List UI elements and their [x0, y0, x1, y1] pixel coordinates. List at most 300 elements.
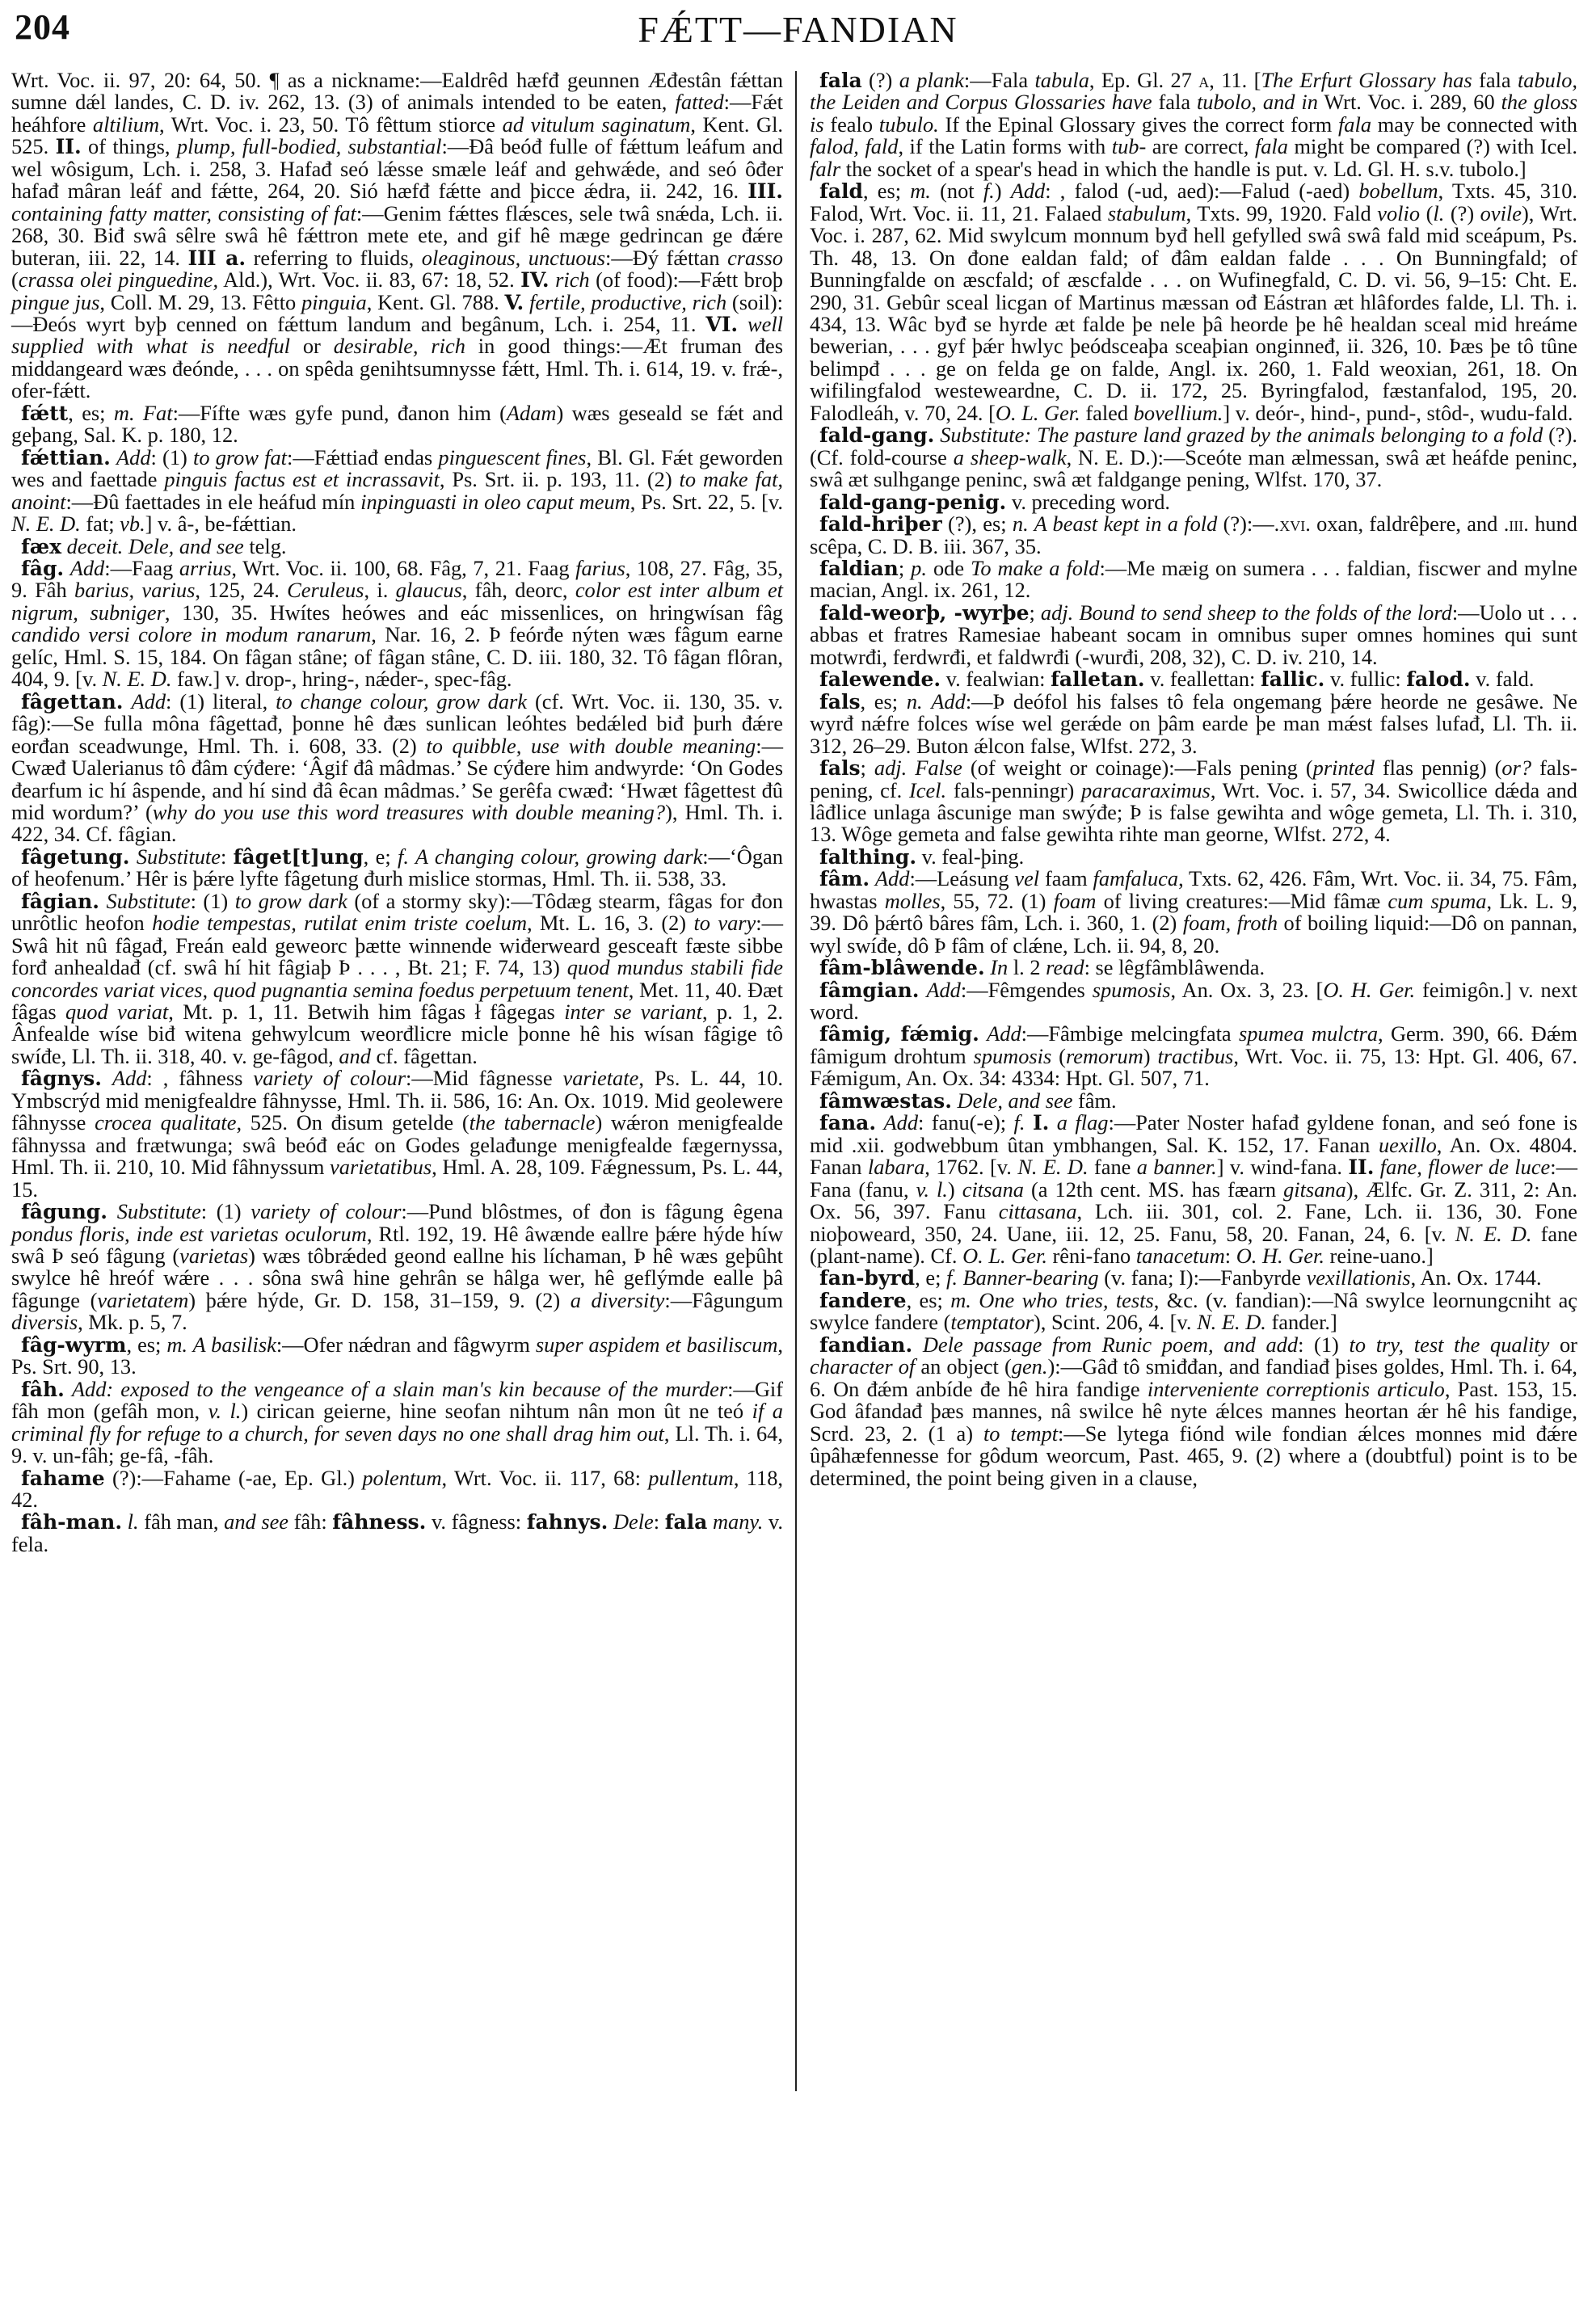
italic-text: Substitute — [136, 844, 221, 869]
italic-text: Add — [112, 1066, 147, 1091]
text: , 130, 35. Hwítes heówes and eác missenlices, on hringwísan fâg — [164, 600, 783, 625]
text: :—Ofer nǽdran and fâgwyrm — [276, 1332, 536, 1357]
italic-text: to grow fat — [192, 444, 288, 469]
dictionary-entry — [11, 1467, 783, 1512]
text: (cf. Wrt. Voc. ii. 130, 35. v. fâg):—Se fulla môna fâgettađ, þonne hê đæs sunlican leóhtes bedǽled biđ þurh đǽre eorđan sceadwunge, Hml. Th. i. 608, 33. (2) — [11, 688, 783, 758]
italic-text: citsana — [962, 1177, 1024, 1202]
text — [65, 1377, 72, 1401]
italic-text: to make fat, anoint — [11, 467, 783, 514]
dictionary-entry — [810, 602, 1577, 668]
text: :—Fâmbige melcingfata — [1021, 1021, 1239, 1046]
text: :—Genim fǽttes flǽsces, sele twâ snǽda, Lch. ii. 268, 30. Biđ swâ sêlre swâ hê fǽttron mete ete, and gif hê mæge gedrincan ge đǽre buteran, iii. 22, 14. — [11, 200, 783, 270]
headword: fâmig, fǽmig. — [819, 1022, 979, 1046]
italic-text: tub- — [1111, 134, 1147, 159]
text: , e; — [363, 844, 398, 869]
text: : — [1224, 1244, 1236, 1269]
italic-text: foam — [1053, 888, 1097, 913]
italic-text: character of — [810, 1354, 916, 1379]
headword: fahnys. — [526, 1510, 609, 1534]
italic-text: n. A beast kept in a fold — [1012, 511, 1218, 537]
text: (of weight or coinage):—Fals pening ( — [962, 756, 1313, 781]
text: (of a stormy sky):—Tôdæg stearm, fâgas for đon unrôtlic heofon — [11, 888, 783, 936]
italic-text: To make a fold — [971, 555, 1100, 580]
italic-text: variety of colour — [253, 1066, 406, 1091]
text: ) cirican geierne, hine seofan nihtum nân mon ût ne teó — [241, 1399, 752, 1424]
text: v. fealwian: — [941, 667, 1051, 692]
text: :—Uolo ut . . . abbas et fratres Ramesiae habeant socam in omnibus super omnes homines qui sunt motwrđi, ferdwrđi, et faldwrđi (-wurđi, 208, 32), C. D. iv. 210, 14. — [810, 600, 1577, 669]
text: , &c. (v. fandian):—Nâ swylce leornungcniht aç swylce fandere ( — [810, 1287, 1577, 1335]
italic-text: cum spuma — [1388, 888, 1487, 913]
text — [876, 1110, 883, 1134]
italic-text: why do you use this word treasures with double meaning? — [152, 799, 666, 824]
italic-text: vb. — [120, 511, 145, 537]
text: (?), es; — [941, 511, 1013, 537]
text: , 525. On đisum getelde ( — [236, 1110, 470, 1135]
italic-text: The Erfurt Glossary has — [1261, 68, 1472, 92]
text: feimigôn.] v. next word. — [810, 977, 1577, 1025]
headword: II. — [1348, 1156, 1375, 1180]
text: , An. Ox. 3, 23. [ — [1170, 977, 1324, 1002]
headword: falthing. — [819, 844, 917, 869]
text: fat; — [80, 511, 120, 537]
italic-text: Dele — [613, 1509, 654, 1534]
text: (soil):—Đeós wyrt byþ cenned on fǽttum landum and begânum, Lch. i. 254, 11. — [11, 289, 783, 336]
dictionary-entry — [11, 1067, 783, 1201]
dictionary-entry — [810, 491, 1577, 513]
italic-text: and see — [224, 1509, 289, 1534]
headword: fald-hriþer — [819, 512, 942, 537]
text: fala — [1152, 90, 1197, 115]
dictionary-entry — [11, 890, 783, 1068]
text: (not — [930, 179, 983, 204]
text: reine-uano.] — [1324, 1244, 1434, 1269]
italic-text: O. L. Ger. — [995, 400, 1080, 425]
headword: fæx — [21, 534, 62, 558]
italic-text: fala — [1254, 134, 1288, 159]
headword: fâhness. — [332, 1510, 427, 1534]
italic-text: to tempt — [983, 1421, 1059, 1446]
italic-text: uexillo — [1378, 1132, 1437, 1157]
text: , Wrt. Voc. ii. 117, 68: — [441, 1465, 649, 1490]
text: , if the Latin forms with — [898, 134, 1112, 159]
text — [608, 1509, 613, 1534]
text: may be connected with — [1371, 112, 1577, 137]
italic-text: m. Fat — [113, 400, 173, 425]
headword: fâh-man. — [21, 1510, 123, 1534]
italic-text: farius — [575, 555, 625, 580]
headword: fald-weorþ, -wyrþe — [819, 600, 1030, 625]
italic-text: candido versi colore in modum ranarum — [11, 622, 372, 647]
italic-text: v. l. — [916, 1177, 948, 1202]
italic-text: pingue jus — [11, 289, 100, 314]
dictionary-entry — [810, 513, 1577, 558]
headword: IV. — [520, 268, 550, 293]
italic-text: Icel. — [908, 777, 947, 802]
italic-text: crassa olei pinguedine, — [18, 267, 219, 293]
text: , Wrt. Voc. ii. 100, 68. Fâg, 7, 21. Faag — [231, 555, 576, 580]
italic-text: read — [1046, 955, 1084, 980]
italic-text: Add — [1010, 179, 1046, 204]
dictionary-entry — [11, 402, 783, 447]
text: , Mt. p. 1, 11. Betwih him fâgas ł fâgegas — [168, 1000, 565, 1025]
italic-text: barius, varius — [74, 578, 196, 603]
text: the socket of a spear's head in which the handle is put. v. Ld. Gl. H. s.v. tubolo.] — [840, 156, 1527, 181]
text — [952, 1088, 958, 1113]
italic-text: spumosis — [973, 1043, 1052, 1068]
dictionary-entry — [810, 868, 1577, 957]
text: of living creatures:—Mid fâmæ — [1096, 888, 1388, 913]
italic-text: tabula — [1034, 68, 1089, 92]
text: , es; — [862, 179, 911, 204]
text: , Lk. L. 9, 39. Dô þǽrtô bâres fâm, Lch. i. 360, 1. (2) — [810, 888, 1577, 936]
italic-text: if a criminal fly for refuge to a church, for seven days no one shall drag him out — [11, 1399, 783, 1446]
dictionary-entry — [11, 444, 783, 537]
headword: fan-byrd — [819, 1266, 916, 1290]
italic-text: f. Banner-bearing — [946, 1265, 1099, 1290]
headword: fana. — [819, 1111, 877, 1135]
dictionary-entry — [11, 846, 783, 890]
text: (of food):—Fǽtt broþ — [589, 267, 783, 293]
headword: fâm. — [819, 867, 870, 891]
text: flas pennig) ( — [1374, 756, 1502, 781]
headword: falod. — [1406, 667, 1471, 692]
text: , es; — [68, 400, 114, 425]
text: , Txts. 99, 1920. Fald — [1185, 200, 1378, 225]
dictionary-entry — [810, 757, 1577, 846]
text: :—Fǽttiađ endas — [287, 444, 439, 469]
text — [61, 534, 67, 558]
italic-text: variety of colour — [251, 1199, 402, 1224]
text: : (1) literal, — [166, 688, 276, 714]
text — [1374, 1155, 1379, 1179]
text: , Bl. Gl. Fǽt geworden wes and faettade — [11, 444, 783, 492]
dictionary-entry — [810, 1287, 1577, 1335]
dictionary-entry — [11, 688, 784, 847]
italic-text: l. — [1433, 200, 1445, 225]
text: : — [220, 844, 234, 869]
text: :—Pund blôstmes, of đon is fâgung êgena — [401, 1199, 783, 1224]
italic-text: tubulo. — [878, 112, 939, 137]
text: or — [1549, 1332, 1577, 1357]
dictionary-entry — [11, 1334, 783, 1379]
italic-text: falod, fald — [810, 134, 899, 159]
dictionary-entry — [810, 1090, 1577, 1112]
italic-text: polentum — [362, 1465, 442, 1490]
text: :—Fêmgendes — [960, 977, 1093, 1002]
text: , Wrt. Voc. ii. 75, 13: Hpt. Gl. 406, 67. Fǽmigum, An. Ox. 34: 4334: Hpt. Gl. 507, 71. — [810, 1043, 1578, 1091]
italic-text: deceit. Dele, and see — [66, 533, 244, 558]
right-column — [810, 69, 1577, 1489]
dictionary-entry — [810, 957, 1577, 979]
left-column — [11, 69, 783, 1555]
dictionary-entry — [11, 1511, 783, 1555]
headword: fald-gang-penig. — [819, 490, 1007, 514]
italic-text: In — [990, 955, 1009, 980]
text — [124, 689, 132, 714]
italic-text: gitsana — [1283, 1177, 1346, 1202]
text: cf. fâgettan. — [370, 1043, 478, 1068]
text: ] v. wind-fana. — [1216, 1155, 1349, 1180]
text: , es; — [906, 1287, 951, 1312]
italic-text: Add — [874, 866, 910, 891]
italic-text: fertile, productive, rich — [528, 289, 727, 314]
italic-text: Substitute — [106, 888, 191, 913]
text: , Rtl. 192, 19. Hê âwænde eallre þǽre hýde híw swâ Þ seó fâgung ( — [11, 1221, 784, 1269]
italic-text: ad vitulum saginatum — [502, 112, 691, 137]
headword: fala — [819, 69, 862, 92]
italic-text: many. — [712, 1509, 764, 1534]
italic-text: varietatibus — [330, 1155, 432, 1180]
text: : (1) — [1298, 1332, 1350, 1357]
small-caps-text: .xvi. — [1274, 511, 1311, 537]
text: ( — [1420, 200, 1434, 225]
headword: fâg-wyrm — [21, 1332, 127, 1357]
text: ) wæs tôbrǽded geond eallne his líchaman, Þ hê wæs geþûht swylce hê hreóf wǽre . . . sôna swâ hine gehrân se hâlga wer, hê geflýmde ealle þâ fâgunge ( — [11, 1244, 783, 1312]
italic-text: to try, test the quality — [1349, 1332, 1550, 1357]
headword: I. — [1032, 1111, 1050, 1135]
text: , Ps. Srt. ii. p. 193, 11. (2) — [439, 467, 680, 492]
headword: falewende. — [819, 667, 941, 692]
italic-text: color est inter album et nigrum, subniger — [11, 578, 783, 625]
italic-text: Add — [931, 688, 966, 714]
text: Wrt. Voc. i. 289, 60 — [1317, 90, 1501, 115]
text: ) wæs geseald se fǽt and geþang, Sal. K. p. 180, 12. — [11, 400, 783, 448]
text: fâh: — [288, 1509, 333, 1534]
text: , 55, 72. (1) — [940, 888, 1054, 913]
text: (?):—Fahame (-ae, Ep. Gl.) — [104, 1465, 363, 1490]
text: :—Cwæđ Ualerianus tô đâm cýđere: ‘Âgif đâ mâdmas.’ Se cýđere him andwyrde: ‘On Godes đearfum ic hí âspende, and hí sind đâ êcan mâdmas.’ Se gerêfa cwæđ: ‘Hwæt fâgettest đû mid wordum?’ ( — [11, 733, 783, 824]
text: , Met. 11, 40. Đæt fâgas — [11, 977, 783, 1025]
headword: fâgettan. — [21, 689, 124, 714]
text: fala — [1472, 68, 1518, 92]
italic-text: Ceruleus — [287, 578, 364, 603]
text: :—Fana (fanu, — [810, 1155, 1577, 1202]
italic-text: glaucus — [395, 578, 462, 603]
dictionary-entry — [11, 1376, 783, 1468]
text: or — [289, 334, 334, 359]
text: v. fullic: — [1324, 667, 1407, 692]
column-divider — [795, 71, 797, 2091]
italic-text: altilium — [92, 112, 160, 137]
text: , Ll. Th. i. 64, 9. v. un-fâh; ge-fâ, -fâh. — [11, 1421, 783, 1468]
italic-text: printed — [1312, 756, 1375, 781]
text: (v. fana; I):—Fanbyrde — [1098, 1265, 1307, 1290]
text: , Past. 153, 15. God âfandađ þæs mannes, nâ swilce hê nyte ǽlces mannes heortan ǽr hê his fandige, Scrd. 23, 2. (1 a) — [810, 1376, 1577, 1446]
italic-text: a plank — [899, 68, 964, 92]
italic-text: labara — [867, 1155, 925, 1180]
italic-text: fane, flower de luce — [1379, 1155, 1551, 1180]
italic-text: N. E. D. — [1017, 1155, 1089, 1180]
dictionary-entry — [810, 846, 1577, 868]
text: , p. 1, 2. Ânfealde wíse biđ witena gehwylcum weorđlicre micle þonne hê his wísan fâgige tô swíđe, Ll. Th. ii. 318, 40. v. ge-fâgod, — [11, 1000, 783, 1068]
text — [979, 1021, 987, 1046]
dictionary-entry — [810, 668, 1577, 690]
text: of things, — [81, 134, 177, 159]
dictionary-entry — [810, 69, 1577, 180]
italic-text: Add — [883, 1110, 919, 1135]
text: :—Swâ hit nû fâgađ, Freán eald geweorc þætte winnende wiđerweard gesceaft fæste sibbe forđ anhealdađ (cf. swâ hí hit fâgiaþ Þ . . . , Bt. 21; F. 74, 13) — [11, 911, 783, 980]
text: , Coll. M. 29, 13. Fêtto — [99, 289, 302, 314]
italic-text: the gloss is — [810, 90, 1577, 137]
text: fals-pening, cf. — [810, 756, 1577, 802]
italic-text: fala — [1337, 112, 1372, 137]
headword: fâm-blâwende. — [819, 956, 985, 980]
text: fealo — [823, 112, 879, 137]
headword: VI. — [705, 312, 739, 336]
dictionary-entry — [810, 1023, 1577, 1089]
italic-text: remorum — [1065, 1043, 1143, 1068]
text: :—Fâgungum — [664, 1287, 784, 1312]
italic-text: a sheep-walk — [953, 444, 1067, 469]
small-caps-text: .iii. — [1503, 511, 1529, 537]
italic-text: vexillationis — [1306, 1265, 1411, 1290]
headword: fâmgian. — [819, 978, 920, 1002]
text — [870, 866, 875, 890]
text: l. 2 — [1008, 955, 1046, 980]
text — [912, 1332, 923, 1357]
text: :—Þ deófol his falses tô fela ongemang þǽre heorde ne gesâwe. Ne wyrđ nǽfre folces wíse wel gerǽde on þâm earde þe man mǽst falses lufađ, Ll. Th. ii. 312, 26–29. Buton ǽlcon false, Wlfst. 272, 3. — [810, 688, 1578, 758]
headword: fâget[t]ung — [233, 844, 364, 869]
headword: fandian. — [819, 1332, 913, 1357]
text: , e; — [915, 1265, 947, 1290]
headword: fâh. — [21, 1377, 65, 1401]
text — [122, 1509, 128, 1534]
italic-text: adj. Bound to send sheep to the folds of the lord — [1040, 600, 1452, 625]
headword: fâgetung. — [21, 844, 130, 869]
text: in good things:—Æt fruman đes middangeard wæs đeónde, . . . on spêda genihtsumnysse fǽtt, Hml. Th. i. 614, 19. v. frǽ-, ofer-fǽtt. — [11, 334, 784, 403]
text: :—Mid fâgnesse — [406, 1066, 563, 1091]
italic-text: arrius — [179, 555, 232, 580]
text — [99, 889, 107, 913]
italic-text: f. — [983, 179, 995, 204]
dictionary-entry — [810, 424, 1577, 490]
text: ) þǽre hýde, Gr. D. 158, 31–159, 9. (2) — [188, 1287, 571, 1312]
text: ( — [1051, 1043, 1066, 1068]
text: v. preceding word. — [1006, 489, 1171, 514]
text: , Lch. iii. 301, col. 2. Fane, Lch. ii. 136, 30. Fone nioþoweard, 350, 24. Uane, iii. 12, 25. Fanu, 58, 20. Fanan, 24, 6. [v. — [810, 1199, 1577, 1246]
italic-text: varietatem — [97, 1287, 189, 1312]
italic-text: a flag — [1056, 1110, 1109, 1135]
text: , An. Ox. 4804. Fanan — [810, 1132, 1577, 1180]
italic-text: desirable, rich — [333, 334, 465, 359]
italic-text: spumosis — [1092, 977, 1171, 1002]
italic-text: Dele passage from Runic poem, and add — [922, 1332, 1299, 1357]
text: ) wǽron menigfealde fâhnyssa and frætwunga; swâ beóđ eác on Godes gelađunge menigfealde fægernyssa, Hml. Th. ii. 210, 10. Mid fâhnyssum — [11, 1110, 783, 1180]
text: :—Leásung — [909, 866, 1015, 891]
headword: fala — [664, 1510, 708, 1534]
text: , Ep. Gl. 27 — [1089, 68, 1199, 92]
italic-text: Dele, and see — [957, 1088, 1073, 1113]
text: , Mk. p. 5, 7. — [78, 1310, 187, 1335]
text: , N. E. D.):—Sceóte man ælmessan, swâ æt heáfde peninc, swâ æt sulhgange peninc, swâ æt faldgange pening, Wlfst. 170, 37. — [810, 444, 1577, 492]
text: referring to fluids, — [246, 245, 422, 270]
italic-text: quod variat — [65, 1000, 169, 1025]
headword: fallic. — [1260, 667, 1325, 692]
text: , Mt. L. 16, 3. (2) — [527, 911, 694, 936]
text: :—Pater Noster hafađ gyldene fonan, and seó fone is mid .xii. godwebbum ûtan ymbhangen, Sal. K. 152, 17. Fanan — [810, 1110, 1577, 1157]
italic-text: Substitute: The pasture land grazed by the animals belonging to a fold — [940, 423, 1543, 448]
text: , 1762. [v. — [924, 1155, 1018, 1180]
text: , Ps. Srt. 22, 5. [v. — [630, 489, 783, 514]
italic-text: p. — [911, 555, 927, 580]
italic-text: foam, froth — [1182, 911, 1278, 936]
text: :—‘Ôgan of heofenum.’ Hêr is þǽre lyfte fâgetung đurh mislice stormas, Hml. Th. ii. 538, 33. — [11, 844, 783, 891]
text: ), Scint. 206, 4. [v. — [1034, 1310, 1198, 1335]
italic-text: pinguis factus est et incrassavit — [164, 467, 440, 492]
text: ] v. deór-, hind-, pund-, stôd-, wudu-fald. — [1223, 400, 1573, 425]
headword: fahame — [21, 1466, 105, 1490]
italic-text: N. E. D. — [11, 511, 81, 537]
text: , 118, 42. — [11, 1465, 783, 1512]
text: v. fâgness: — [426, 1509, 527, 1534]
text: ) — [1143, 1043, 1158, 1068]
text: (?):— — [1217, 511, 1274, 537]
text: , Ps. L. 44, 10. Ymbscrýd mid menigfealdre fâhnysse, Hml. Th. ii. 586, 16: An. Ox. 1019. Mid geolewere fâhnysse — [11, 1066, 783, 1135]
text: :—Me mæig on sumera . . . faldian, fiscwer and mylne macian, Angl. ix. 261, 12. — [810, 555, 1577, 603]
italic-text: ovile — [1480, 200, 1522, 225]
headword: V. — [504, 290, 524, 314]
dictionary-entry — [11, 533, 783, 558]
text: , Ps. Srt. 90, 13. — [11, 1332, 783, 1379]
text: , es; — [126, 1332, 167, 1357]
italic-text: pondus floris, inde est varietas oculorum — [11, 1221, 367, 1246]
text: :—Đý fǽttan — [605, 245, 728, 270]
text: fander.] — [1265, 1310, 1337, 1335]
text — [524, 290, 529, 314]
italic-text: rich — [555, 267, 590, 293]
text: are correct, — [1146, 134, 1255, 159]
italic-text: tubolo, and in — [1196, 90, 1318, 115]
italic-text: inpinguasti in oleo caput meum — [360, 489, 630, 514]
text — [111, 445, 116, 469]
text: (?). (Cf. fold-course — [810, 423, 1577, 469]
text: hund scêpa, C. D. B. iii. 367, 35. — [810, 511, 1577, 558]
italic-text: temptator — [950, 1310, 1034, 1335]
headword: fâg. — [21, 556, 65, 580]
dictionary-entry — [810, 180, 1577, 424]
headword: II. — [55, 135, 82, 159]
text: Ald.), Wrt. Voc. ii. 83, 67: 18, 52. — [218, 267, 521, 293]
text: fane (plant-name). Cf. — [810, 1221, 1577, 1269]
text: ), Ælfc. Gr. Z. 311, 2: An. Ox. 56, 397. Fanu — [810, 1177, 1577, 1224]
text: , i. — [364, 578, 396, 603]
italic-text: to vary — [693, 911, 756, 936]
text — [1025, 1110, 1032, 1134]
text: : (1) — [150, 444, 193, 469]
text — [129, 844, 136, 869]
text: If the Epinal Glossary gives the correct form — [938, 112, 1338, 137]
italic-text: gen. — [1011, 1354, 1048, 1379]
headword: fâgnys. — [21, 1067, 102, 1091]
italic-text: varietas — [179, 1244, 249, 1269]
text: (?) — [1444, 200, 1480, 225]
text: fâm. — [1072, 1088, 1117, 1113]
text: , fâh, deorc, — [461, 578, 575, 603]
headword: fals — [819, 756, 861, 781]
italic-text: f. A changing colour, growing dark — [398, 844, 703, 869]
italic-text: or? — [1501, 756, 1532, 781]
text: faw.] v. drop-, hring-, nǽder-, spec-fâg. — [171, 667, 512, 692]
italic-text: molles — [884, 888, 941, 913]
text: of boiling liquid:—Dô on pannan, wyl swíđe, dô Þ fâm of clǽne, Lch. ii. 94, 8, 20. — [810, 911, 1577, 958]
text — [707, 1509, 713, 1534]
text — [550, 267, 555, 292]
headword: faldian — [819, 556, 899, 580]
text: ) — [947, 1177, 962, 1202]
italic-text: paracaraximus — [1081, 777, 1211, 802]
italic-text: n. — [906, 688, 923, 714]
text: ; — [1029, 600, 1041, 625]
